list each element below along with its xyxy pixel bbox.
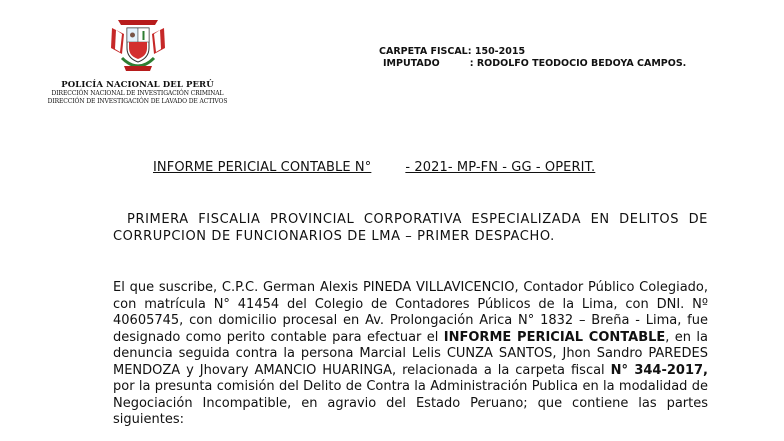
case-info-block (379, 46, 686, 70)
carpeta-fiscal: CARPETA FISCAL: 150-2015 (379, 46, 526, 57)
imputado-value: : RODOLFO TEODOCIO BEDOYA CAMPOS. (469, 58, 687, 69)
report-title (153, 160, 595, 175)
body-bold-carpeta: N° 344-2017, (610, 362, 708, 378)
imputado-label: IMPUTADO (383, 58, 440, 69)
letterhead-logo-block (40, 14, 235, 105)
body-paragraph (113, 280, 708, 429)
report-title-part1: INFORME PERICIAL CONTABLE N° (153, 160, 372, 175)
peru-coat-of-arms-icon (108, 14, 168, 78)
body-text-3: por la presunta comisión del Delito de Contra la Administración Publica en la modalidad de Negociación Incompatible, en agravio del Estado Peruano; que contiene las partes siguientes: (113, 379, 708, 427)
imputado-row (379, 58, 686, 70)
addressee: PRIMERA FISCALIA PROVINCIAL CORPORATIVA ESPECIALIZADA EN DELITOS DE CORRUPCION DE FUNCIONARIOS DE LMA – PRIMER DESPACHO. (113, 212, 708, 244)
body-text-2: , en la denuncia seguida contra la persona Marcial Lelis CUNZA SANTOS, Jhon Sandro PAREDES MENDOZA y Jhovary AMANCIO HUARINGA, relacionada a la carpeta fiscal (113, 329, 708, 378)
org-subtitle-1: DIRECCIÓN NACIONAL DE INVESTIGACIÓN CRIMINAL (51, 90, 224, 97)
org-subtitle-2: DIRECCIÓN DE INVESTIGACIÓN DE LAVADO DE ACTIVOS (47, 97, 228, 105)
body-bold-report: INFORME PERICIAL CONTABLE (443, 329, 666, 345)
org-name: POLICÍA NACIONAL DEL PERÚ (61, 80, 214, 90)
report-title-part2: - 2021- MP-FN - GG - OPERIT. (405, 160, 596, 175)
body-text-1: El que suscribe, C.P.C. German Alexis PINEDA VILLAVICENCIO, Contador Público Colegiado, con matrícula N° 41454 del Colegio de Contadores Públicos de la Lima, con DNI. Nº 40605745, con domicilio procesal en Av. Prolongación Arica N° 1832 – Breña - Lima, fue designado como perito contable para efectuar el (113, 280, 708, 345)
